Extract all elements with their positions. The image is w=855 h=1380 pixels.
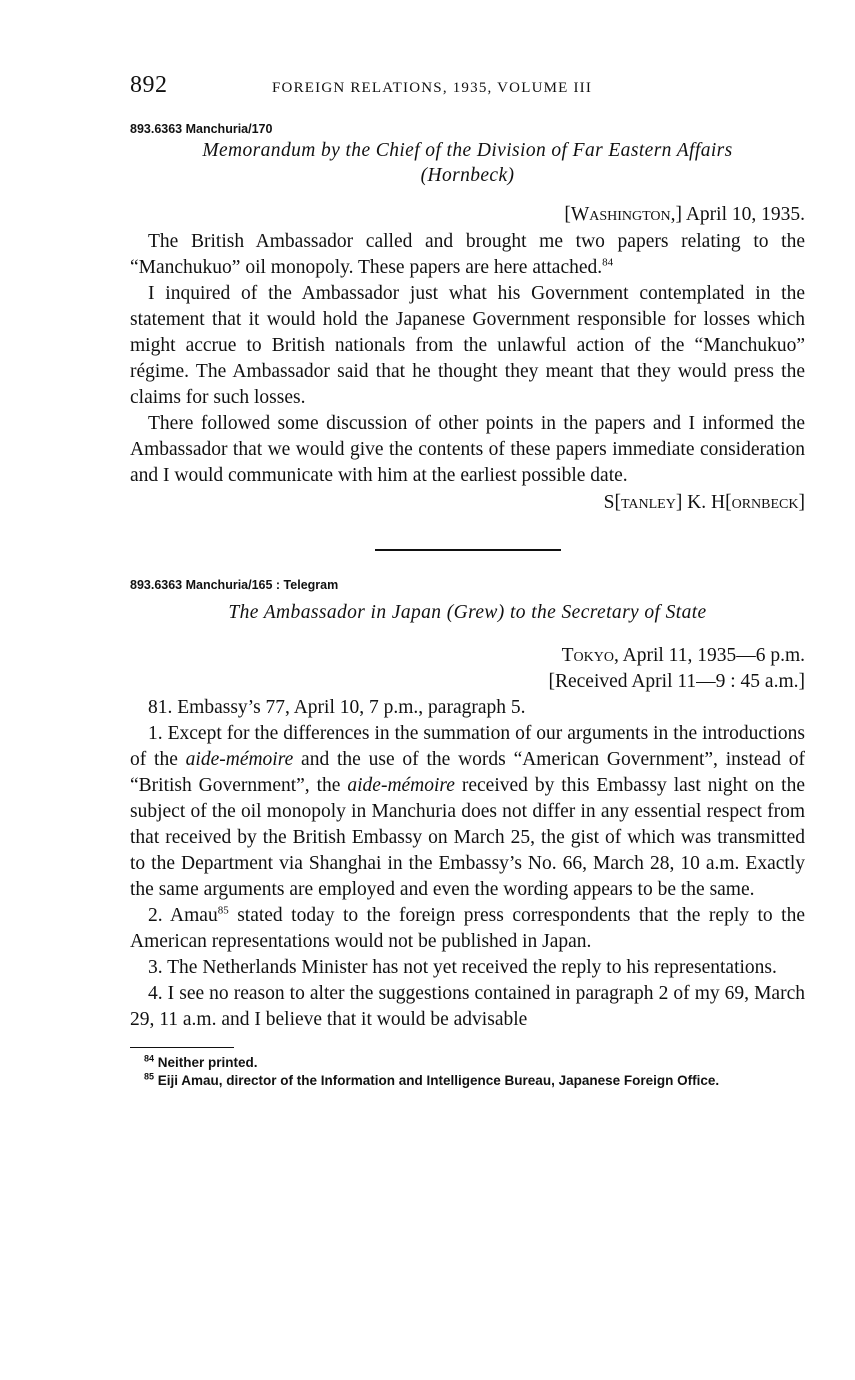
document-title: [130, 138, 805, 188]
footnote-marker: 85: [217, 904, 229, 917]
document-title-line: (Hornbeck): [420, 165, 515, 186]
paragraph: 81. Embassy’s 77, April 10, 7 p.m., paragraph 5.: [148, 697, 526, 718]
file-reference: 893.6363 Manchuria/170: [130, 122, 273, 136]
paragraph-text: stated today to the foreign press correspondents that the reply to the American representations would not be published in Japan.: [130, 905, 805, 952]
document-title-line: Memorandum by the Chief of the Division of Far Eastern Affairs: [202, 140, 733, 161]
paragraph: [130, 229, 805, 281]
dateline-place: Washington,: [570, 204, 676, 225]
italic-term: aide-mémoire: [185, 749, 294, 770]
footnote-divider: [130, 1047, 234, 1048]
paragraph-text: 1. Except for the differences in the summation of our arguments in the introductions of the: [130, 723, 805, 770]
paragraph-text: 2. Amau: [148, 905, 218, 926]
signature-part: ] K. H[: [675, 492, 732, 513]
paragraph-text: The British Ambassador called and brought me two papers relating to the “Manchukuo” oil monopoly. These papers are here attached.: [130, 231, 805, 278]
paragraph-text: and the use of the words “American Government”, instead of “British Government”, the: [130, 749, 805, 796]
file-reference: 893.6363 Manchuria/165 : Telegram: [130, 578, 339, 592]
paragraph: I inquired of the Ambassador just what his Government contemplated in the statement that it would hold the Japanese Government responsible for losses which might accrue to British nationals from the unlawful action of the “Manchukuo” régime. The Ambassador said that he thought they meant that they would press the claims for such losses.: [130, 283, 805, 408]
signature-part: tanley: [620, 492, 676, 513]
paragraph: 3. The Netherlands Minister has not yet received the reply to his representations.: [148, 957, 777, 978]
paragraph: [130, 903, 805, 955]
document-title: The Ambassador in Japan (Grew) to the Secretary of State: [228, 602, 707, 623]
document-page: [130, 72, 805, 1090]
dateline-bracket: [: [564, 204, 571, 225]
running-header: [130, 72, 805, 106]
dateline-date: ] April 10, 1935.: [675, 204, 805, 225]
footnote: [130, 1072, 805, 1090]
signature-part: ornbeck: [731, 492, 799, 513]
italic-term: aide-mémoire: [347, 775, 455, 796]
dateline-date: April 11, 1935—6 p.m.: [618, 645, 805, 666]
footnote-marker: 84: [602, 256, 614, 269]
footnote-mark: 84: [144, 1053, 155, 1064]
paragraph: There followed some discussion of other points in the papers and I informed the Ambassador that we would give the contents of these papers immediate consideration and I would communicate with him at the earliest possible date.: [130, 413, 805, 486]
dateline: [130, 202, 805, 228]
paragraph: 4. I see no reason to alter the suggestions contained in paragraph 2 of my 69, March 29, 11 a.m. and I believe that it would be advisable: [130, 983, 805, 1030]
dateline-place: Tokyo,: [561, 645, 619, 666]
dateline: [130, 643, 805, 669]
footnote-text: Eiji Amau, director of the Information and Intelligence Bureau, Japanese Foreign Office.: [154, 1073, 720, 1088]
running-title: FOREIGN RELATIONS, 1935, VOLUME III: [272, 80, 593, 96]
signature: [130, 490, 805, 516]
received-line: [Received April 11—9 : 45 a.m.]: [548, 671, 805, 692]
footnote-mark: 85: [144, 1071, 155, 1082]
signature-part: ]: [798, 492, 805, 513]
signature-part: S[: [603, 492, 621, 513]
section-divider: [375, 549, 561, 551]
page-number: 892: [130, 72, 168, 98]
footnote-text: Neither printed.: [154, 1055, 258, 1070]
paragraph-text: received by this Embassy last night on the subject of the oil monopoly in Manchuria does not differ in any essential respect from that received by the British Embassy on March 25, the gist of which was transmitted to the Department via Shanghai in the Embassy’s No. 66, March 28, 10 a.m. Exactly the same arguments are employed and even the wording appears to be the same.: [130, 775, 806, 900]
footnote: [130, 1054, 805, 1072]
paragraph: [130, 721, 805, 903]
